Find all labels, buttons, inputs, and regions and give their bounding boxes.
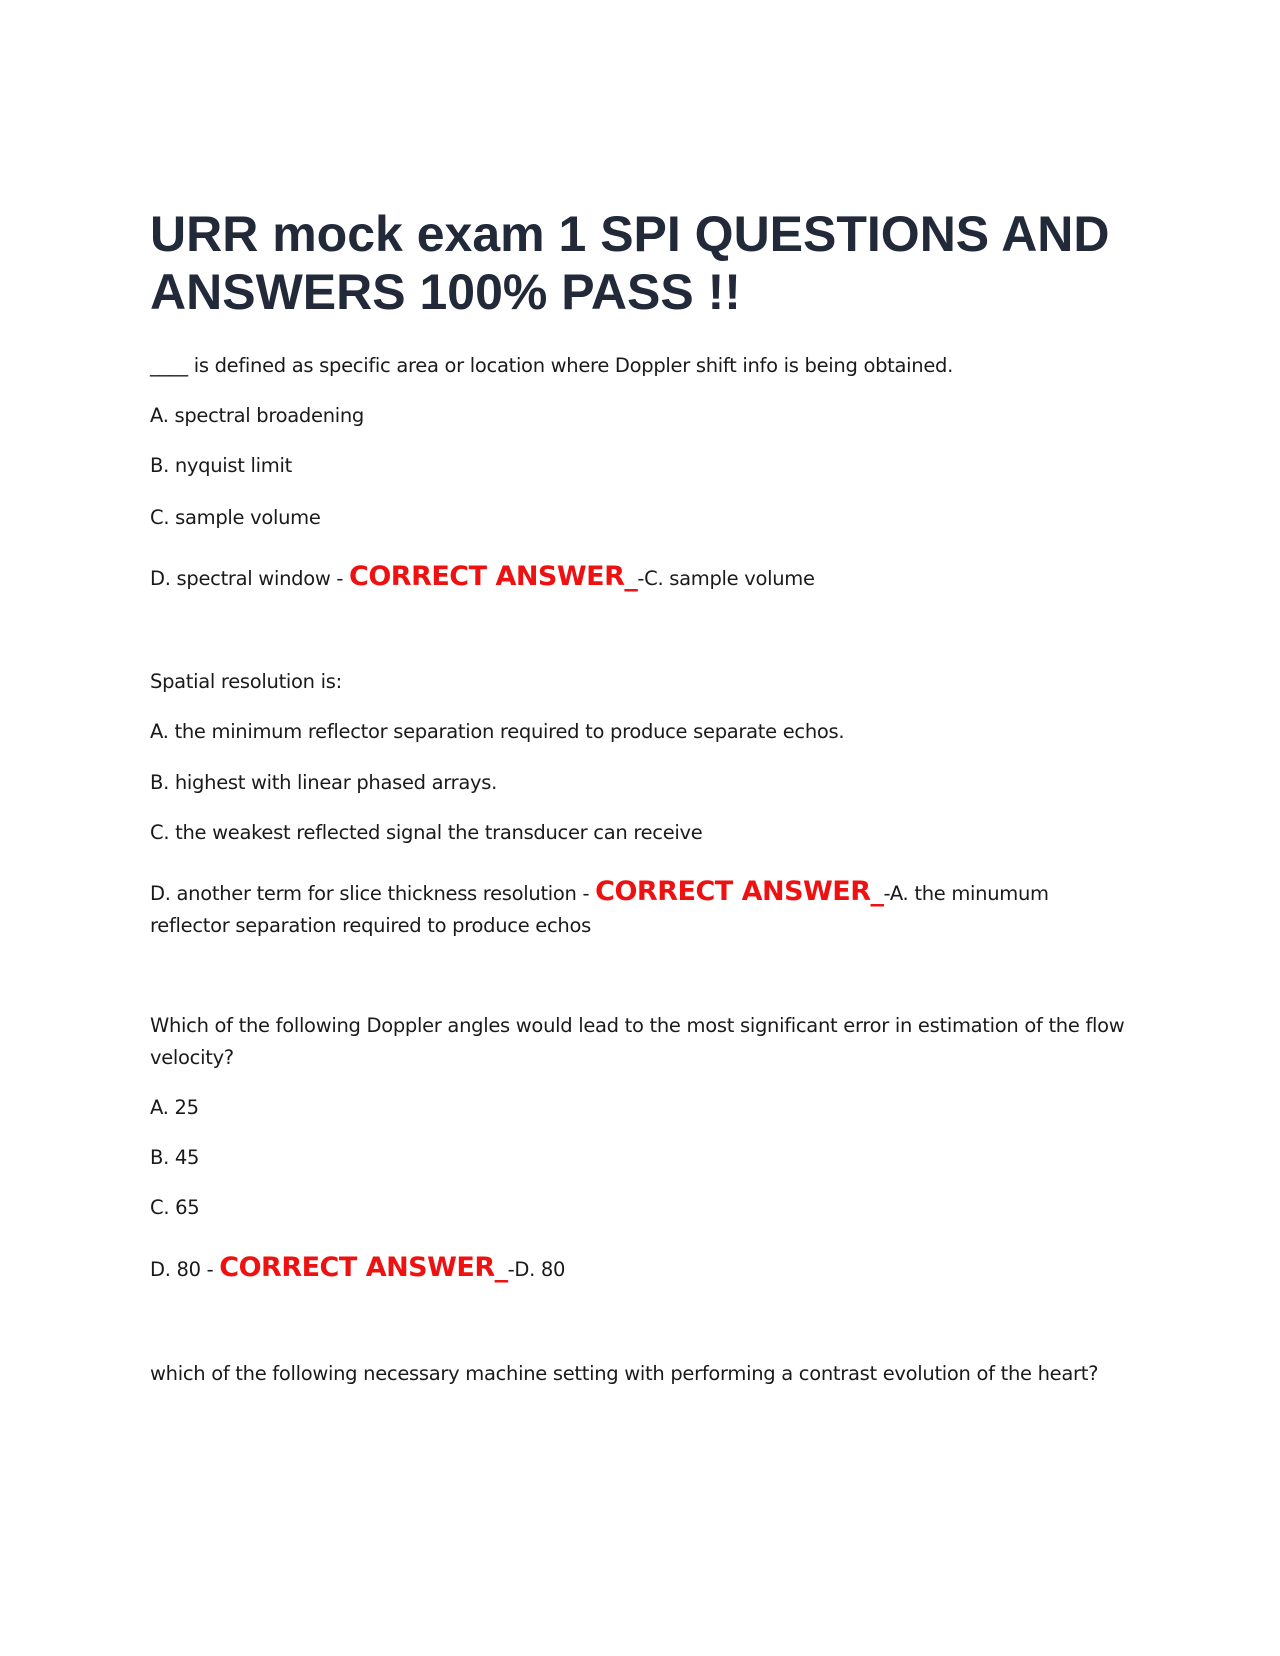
document-title: URR mock exam 1 SPI QUESTIONS AND ANSWERS 100% PASS !! <box>150 206 1110 320</box>
question-3-option-d-text: D. 80 - <box>150 1258 220 1281</box>
question-2-option-a: A. the minimum reflector separation required to produce separate echos. <box>150 720 845 743</box>
question-2-correct-answer-label: CORRECT ANSWER_ <box>595 876 884 907</box>
question-1-option-d-text: D. spectral window - <box>150 567 350 590</box>
question-1-option-a: A. spectral broadening <box>150 404 365 427</box>
question-1-stem: ____ is defined as specific area or location where Doppler shift info is being obtained. <box>150 354 953 377</box>
question-3-stem: Which of the following Doppler angles would lead to the most significant error in estimation of the flow velocity? <box>150 1014 1125 1069</box>
question-3-option-a: A. 25 <box>150 1096 199 1119</box>
question-3-correct-answer-label: CORRECT ANSWER_ <box>219 1252 508 1283</box>
question-2-option-c: C. the weakest reflected signal the transducer can receive <box>150 821 703 844</box>
question-2-option-b: B. highest with linear phased arrays. <box>150 771 498 794</box>
question-1-option-c: C. sample volume <box>150 506 321 529</box>
question-3-option-d <box>150 1252 1130 1286</box>
question-1-option-b: B. nyquist limit <box>150 454 292 477</box>
question-4-stem: which of the following necessary machine setting with performing a contrast evolution of the heart? <box>150 1362 1099 1385</box>
question-1-option-d <box>150 561 1130 595</box>
question-2-option-d <box>150 876 1130 942</box>
question-1-answer-text: -C. sample volume <box>637 567 815 590</box>
question-3-option-c: C. 65 <box>150 1196 200 1219</box>
question-1-correct-answer-label: CORRECT ANSWER_ <box>349 561 638 592</box>
question-2-option-d-text: D. another term for slice thickness resolution - <box>150 882 596 905</box>
question-2-answer-text: -A. the minumum reflector separation required to produce echos <box>150 882 1049 937</box>
question-2-stem: Spatial resolution is: <box>150 670 342 693</box>
question-3-answer-text: -D. 80 <box>507 1258 566 1281</box>
question-3-option-b: B. 45 <box>150 1146 200 1169</box>
